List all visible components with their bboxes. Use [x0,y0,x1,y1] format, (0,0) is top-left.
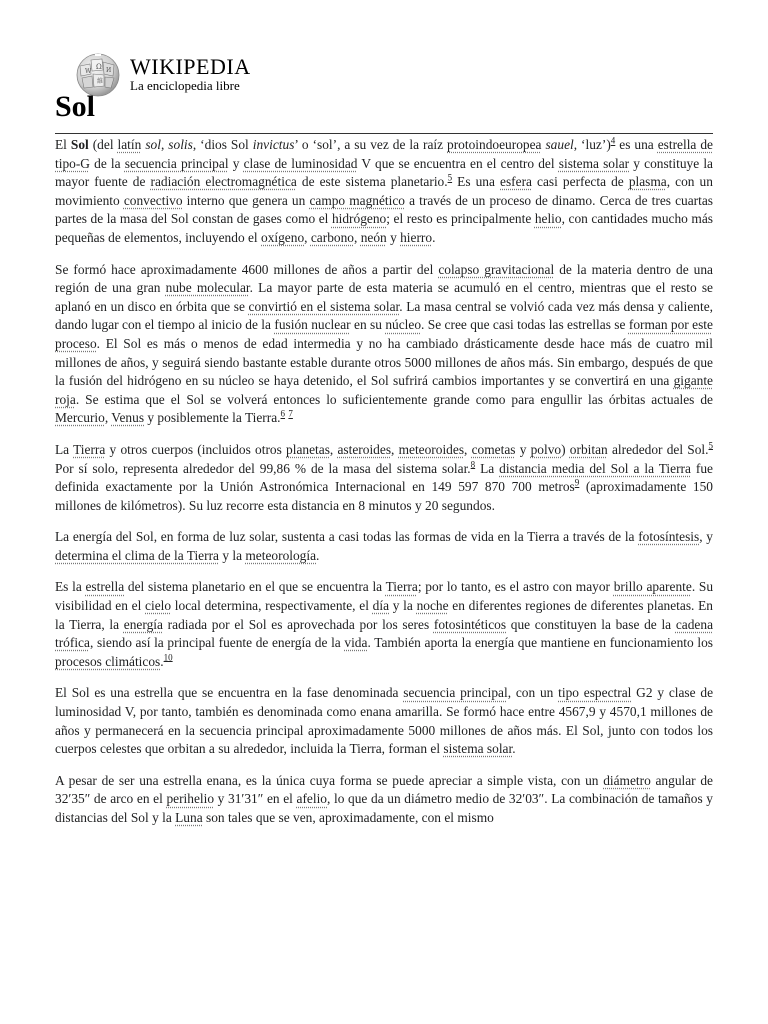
article-paragraph [55,261,713,428]
wiki-link[interactable]: asteroides [337,441,392,457]
wiki-link[interactable]: convirtió en el sistema solar [248,298,400,314]
wiki-link[interactable]: cometas [471,441,516,457]
svg-text:維: 維 [97,78,104,85]
text-run: en su [350,317,386,333]
text-run: , ‘dios Sol [192,137,253,152]
wiki-link[interactable]: perihelio [166,791,215,807]
wiki-link[interactable]: Luna [175,810,203,825]
wiki-link[interactable]: brillo aparente [613,579,692,595]
text-run: radiada por el Sol es aprovechada por los seres [162,616,434,632]
wiki-link[interactable]: diámetro [603,772,651,788]
wiki-link[interactable]: esfera [500,174,532,190]
text-run: y [386,229,401,245]
wiki-link[interactable]: núcleo [385,317,422,333]
text-run: , lo que da un diámetro medio de 32′03″. La combinación de tamaños y distancias del Sol y la [55,791,713,825]
text-run: alrededor del Sol. [607,441,709,457]
text-run: La [55,441,74,457]
citation-link[interactable]: 5 [708,440,713,451]
text-run: angular de 32′35″ de arco en el [55,772,713,807]
wiki-link[interactable]: colapso gravitacional [438,261,555,277]
text-run: de este sistema planetario. [296,174,448,190]
article-paragraph [55,528,713,565]
citation-link[interactable]: 10 [163,652,173,663]
wiki-link[interactable]: afelio [296,791,327,807]
wiki-link[interactable]: sistema solar [558,155,630,171]
text-run: , con un [507,685,559,701]
text-run: , [329,441,338,457]
wikipedia-wordmark[interactable]: WIKIPEDIA [130,54,251,79]
bold-text: Sol [70,137,89,152]
citation-link[interactable]: 6 [280,408,286,419]
text-run: ’ o ‘sol’, a su vez de la raíz [294,137,448,152]
text-run: , [464,441,472,457]
text-run: . [160,653,164,669]
text-run: de la materia dentro de una región de una gran [55,261,714,296]
text-run: fue definida exactamente por la Unión Astronómica Internacional en 149 597 870 700 metros [55,460,713,495]
text-run: ) [561,441,570,457]
article-paragraph [55,772,713,828]
wiki-link[interactable]: latín [117,137,142,152]
article-paragraph [55,684,713,758]
text-run: y otros cuerpos (incluidos otros [105,441,287,457]
article-paragraph [55,441,713,515]
wiki-link[interactable]: cadena trófica [55,616,714,651]
text-run: Se formó hace aproximadamente 4600 millones de años a partir del [55,261,439,277]
wiki-link[interactable]: estrella [85,579,125,595]
wiki-link[interactable]: meteoroides [398,441,465,457]
wikipedia-tagline: La enciclopedia libre [130,78,240,93]
wiki-link[interactable]: estrella de tipo-G [55,137,713,171]
wiki-link[interactable]: Venus [111,410,145,426]
text-run: . Se estima que el Sol se volverá entonces lo suficientemente grande como para engullir las órbitas actuales de [75,391,713,407]
text-run: El [55,137,71,152]
wiki-link[interactable]: campo magnético [309,192,406,208]
citation-link[interactable]: 4 [610,135,616,146]
wiki-link[interactable]: protoindoeuropea [447,137,542,152]
text-run: , [391,441,399,457]
text-run: . Su visibilidad en el [55,579,714,614]
wiki-link[interactable]: día [372,598,390,614]
wiki-link[interactable]: gigante roja [55,373,713,407]
text-run: y [515,441,531,457]
wiki-link[interactable]: forman por este proceso [55,317,713,351]
page-title: Sol [55,90,96,123]
wiki-link[interactable]: polvo [530,441,562,457]
article-paragraph [55,136,713,248]
wiki-link[interactable]: oxígeno [261,229,305,245]
text-run: . El Sol es más o menos de edad intermedia y no ha cambiado drásticamente desde hace más de cuatro mil millones de años, y seguirá siendo bastante estable durante otros 5000 millones de años más. Sin embargo, después de que la fusión del hidrógeno en su núcleo se haya detenido, el Sol sufrirá cambios importantes y se convertirá en una [55,335,713,389]
wiki-link[interactable]: Tierra [73,441,106,457]
wiki-link[interactable]: planetas [286,441,330,457]
wiki-link[interactable]: tipo espectral [558,685,632,701]
wiki-link[interactable]: cielo [145,598,172,614]
wiki-link[interactable]: Tierra [385,579,418,595]
text-run: , [160,137,169,152]
text-run: y la [218,547,246,563]
text-run: . Se cree que casi todas las estrellas se [421,317,629,333]
svg-text:Ω: Ω [96,63,102,71]
text-run: , [353,229,361,245]
wiki-link[interactable]: vida [344,635,368,651]
text-run: Es una [452,174,501,190]
italic-text: solis [168,137,193,152]
wiki-link[interactable]: fotosíntesis [638,529,700,545]
wiki-link[interactable]: convectivo [123,192,183,208]
text-run: en diferentes regiones de diferentes planetas. En la Tierra, la [55,598,713,632]
text-run: ; el resto es principalmente [386,211,535,227]
text-run: Por sí solo, representa alrededor del 99,86 % de la masa del sistema solar. [55,460,471,476]
text-run: El Sol es una estrella que se encuentra en la fase denominada [55,685,404,701]
text-run: y constituye la mayor fuente de [55,155,713,190]
text-run: y [228,155,244,171]
text-run: , [104,410,112,426]
text-run: es una [615,137,658,152]
wiki-link[interactable]: fotosintéticos [433,616,507,632]
wiki-link[interactable]: nube molecular [165,280,250,296]
svg-text:W: W [85,68,92,75]
text-run: . También aporta la energía que mantiene en funcionamiento los [367,635,713,651]
text-run: (aproximadamente 150 millones de kilómetros). Su luz recorre esta distancia en 8 minutos y 20 segundos. [55,479,714,513]
text-run: y posiblemente la Tierra. [144,410,281,426]
wiki-link[interactable]: meteorología [245,547,317,563]
text-run: . [512,741,516,757]
text-run: (del [88,137,118,152]
text-run: , con un movimiento [55,174,713,208]
wiki-link[interactable]: noche [416,598,449,614]
text-run: a través de un proceso de dinamo. Cerca de tres cuartas partes de la masa del Sol constan de gases como el [55,192,713,227]
text-run: ; por lo tanto, es el astro con mayor [417,579,614,595]
text-run: . La masa central se volvió cada vez más densa y caliente, dando lugar con el tiempo al inicio de la [55,298,714,333]
wiki-link[interactable]: orbitan [569,441,608,457]
text-run: La energía del Sol, en forma de luz solar, sustenta a casi todas las formas de vida en la Tierra a través de la [55,529,639,545]
wiki-link[interactable]: hidrógeno [331,211,387,227]
wiki-link[interactable]: procesos climáticos [55,653,161,669]
wiki-link[interactable]: secuencia principal [403,685,508,701]
wiki-link[interactable]: radiación electromagnética [150,174,297,190]
article-body [55,136,713,841]
text-run: y 31′31″ en el [214,791,297,807]
text-run: A pesar de ser una estrella enana, es la única cuya forma se puede apreciar a simple vista, con un [55,772,604,788]
text-run: , siendo así la principal fuente de energía de la [89,635,345,651]
wiki-link[interactable]: neón [360,229,387,245]
wiki-link[interactable]: hierro [400,229,433,245]
citation-link[interactable]: 5 [447,172,453,183]
text-run: y la [389,598,417,614]
wiki-link[interactable]: clase de luminosidad [243,155,358,171]
text-run: V que se encuentra en el centro del [357,155,559,171]
wiki-link[interactable]: carbono [310,229,354,245]
text-run: que constituyen la base de la [506,616,676,632]
text-run: , con cantidades mucho más pequeñas de elementos, incluyendo el [55,211,713,245]
text-run: La [475,460,500,476]
italic-text: invictus [252,137,295,152]
text-run: , ‘luz’) [573,137,611,152]
text-run: Es la [55,579,86,595]
wiki-link[interactable]: energía [123,616,163,632]
wiki-link[interactable]: helio [534,211,562,227]
text-run: interno que genera un [182,192,310,208]
wiki-link[interactable]: Mercurio [55,410,105,426]
svg-text:И: И [106,67,112,74]
text-run: del sistema planetario en el que se encuentra la [124,579,386,595]
wiki-link[interactable]: fusión nuclear [274,317,351,333]
citation-link[interactable]: 7 [288,408,293,419]
text-run: casi perfecta de [531,174,629,190]
text-run: . [432,229,436,245]
text-run: . La mayor parte de esta materia se acumuló en el centro, mientras que el resto se aplanó en un disco en órbita que se [55,280,713,314]
wiki-link[interactable]: determina el clima de la Tierra [55,547,219,563]
text-run: . [316,547,320,563]
citation-link[interactable]: 9 [574,477,580,488]
text-run: , y [699,529,714,545]
citation-link[interactable]: 8 [470,459,476,470]
text-run: G2 y clase de luminosidad V, por tanto, también es denominada como enana amarilla. Se formó hace entre 4567,9 y 4570,1 millones de años y permanecerá en la secuencia principal aproximadamente 5000 millones de años más. El Sol, junto con todos los cuerpos celestes que orbitan a su alrededor, incluida la Tierra, forman el [55,685,714,757]
wiki-link[interactable]: distancia media del Sol a la Tierra [499,460,691,476]
italic-text: sauel [545,137,574,152]
title-divider [55,133,713,134]
text-run: de la [89,155,125,171]
text-run: son tales que se ven, aproximadamente, con el mismo [202,810,494,825]
wiki-link[interactable]: secuencia principal [124,155,229,171]
wiki-link[interactable]: plasma [628,174,667,190]
italic-text: sol [145,137,161,152]
article-paragraph [55,578,713,671]
text-run: , [304,229,311,245]
text-run: local determina, respectivamente, el [171,598,373,614]
wiki-link[interactable]: sistema solar [443,741,513,757]
